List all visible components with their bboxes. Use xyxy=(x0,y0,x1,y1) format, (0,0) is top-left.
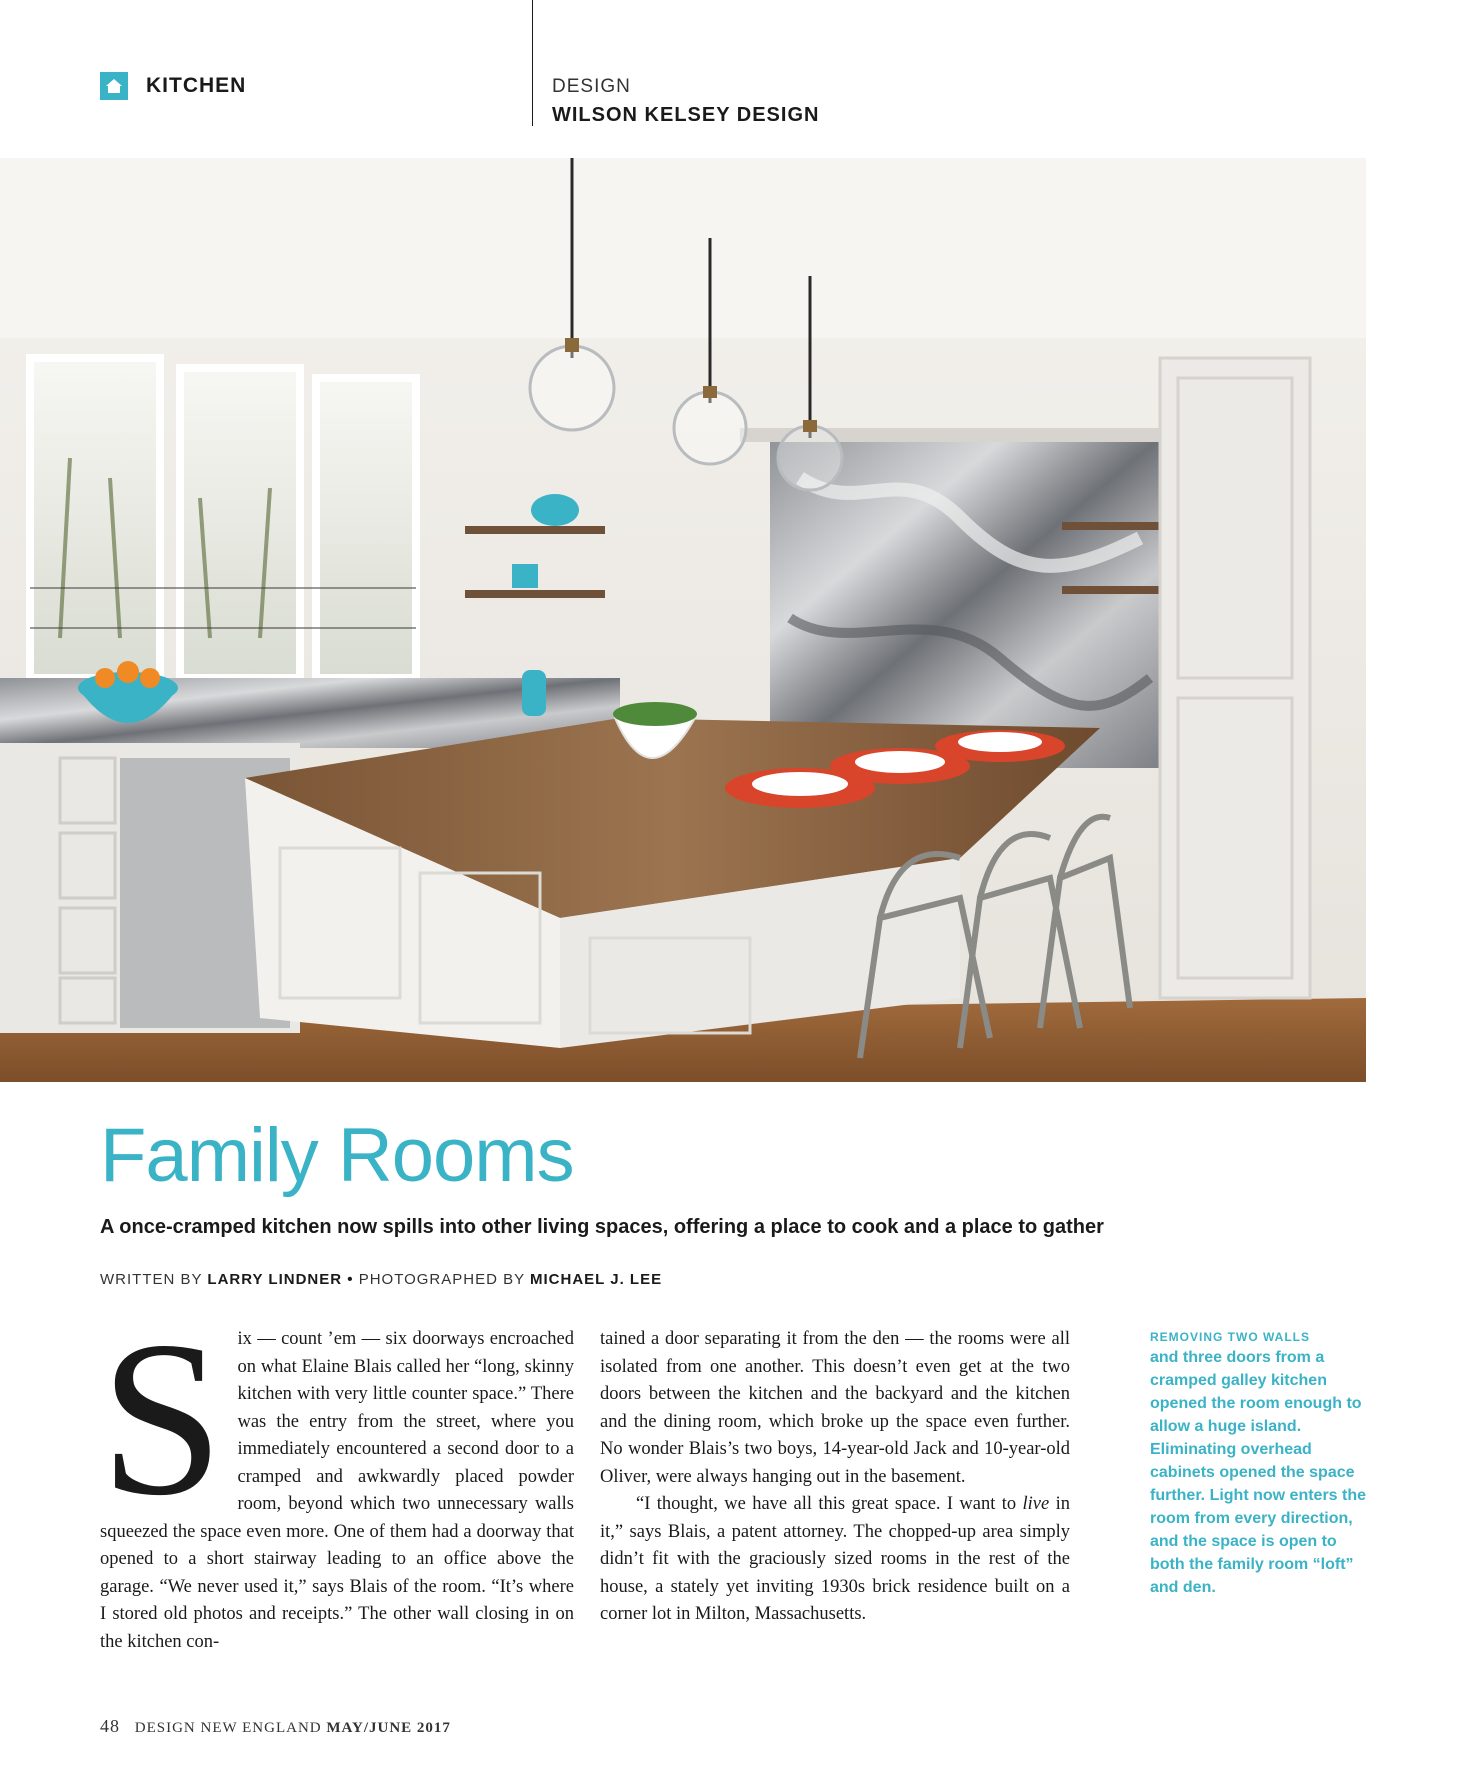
issue-date: MAY/JUNE 2017 xyxy=(326,1720,451,1736)
written-label: WRITTEN BY xyxy=(100,1271,203,1288)
publication-name: DESIGN NEW ENGLAND xyxy=(134,1720,322,1736)
drop-cap: S xyxy=(100,1296,224,1542)
article-title: Family Rooms xyxy=(100,1113,574,1198)
article-dek: A once-cramped kitchen now spills into other living spaces, offering a place to cook and a place to gather xyxy=(100,1216,1104,1238)
photographer-name: MICHAEL J. LEE xyxy=(530,1271,663,1288)
body-paragraph-3 xyxy=(600,1491,1070,1629)
header-divider xyxy=(532,0,533,126)
body-text-p3-emphasis: live xyxy=(1022,1494,1050,1514)
body-text-p3b: in it,” says Blais, a patent attorney. The chopped-up area simply didn’t fit with the graciously sized rooms in the rest of the house, a stately yet inviting 1930s brick residence built on a corner lot in Milton, Massachusetts. xyxy=(600,1494,1070,1624)
body-paragraph-1 xyxy=(100,1296,574,1656)
byline-separator: • xyxy=(347,1271,354,1288)
caption-lead: REMOVING TWO WALLS xyxy=(1150,1330,1310,1344)
body-paragraph-2: tained a door separating it from the den — the rooms were all isolated from one another. This doesn’t even get at the two doors between the kitchen and the backyard and the kitchen and the dining room, which broke up the space even further. No wonder Blais’s two boys, 14-year-old Jack and 10-year-old Oliver, were always hanging out in the basement. xyxy=(600,1329,1070,1487)
kitchen-photo xyxy=(0,158,1366,1082)
author-name: LARRY LINDNER xyxy=(207,1271,343,1288)
section-label: KITCHEN xyxy=(146,74,247,97)
body-column-1 xyxy=(100,1296,574,1656)
photo-label: PHOTOGRAPHED BY xyxy=(358,1271,525,1288)
design-label: DESIGN xyxy=(552,76,631,97)
body-text-col1: ix — count ’em — six doorways encroached on what Elaine Blais called her “long, skinny kitchen with very little counter space.” There was the entry from the street, where you immediately encountered a second door to a cramped and awkwardly placed powder room, beyond which two unnecessary walls squeezed the space even more. One of them had a doorway that opened to a short stairway leading to an office above the garage. “We never used it,” says Blais of the room. “It’s where I stored old photos and receipts.” The other wall closing in on the kitchen con- xyxy=(100,1329,574,1652)
house-icon xyxy=(100,72,128,100)
body-text-p3a: “I thought, we have all this great space. I want to xyxy=(636,1494,1023,1514)
caption-text: and three doors from a cramped galley kitchen opened the room enough to allow a huge island. Eliminating overhead cabinets opened the space further. Light now enters the room from every direction, and the space is open to both the family room “loft” and den. xyxy=(1150,1349,1367,1596)
design-credit xyxy=(552,76,819,127)
photo-caption xyxy=(1150,1328,1372,1599)
page-folio xyxy=(100,1716,451,1737)
section-tag xyxy=(100,72,246,100)
design-firm: WILSON KELSEY DESIGN xyxy=(552,104,820,126)
page-number: 48 xyxy=(100,1716,120,1736)
byline xyxy=(100,1271,662,1288)
body-column-2 xyxy=(600,1326,1070,1629)
